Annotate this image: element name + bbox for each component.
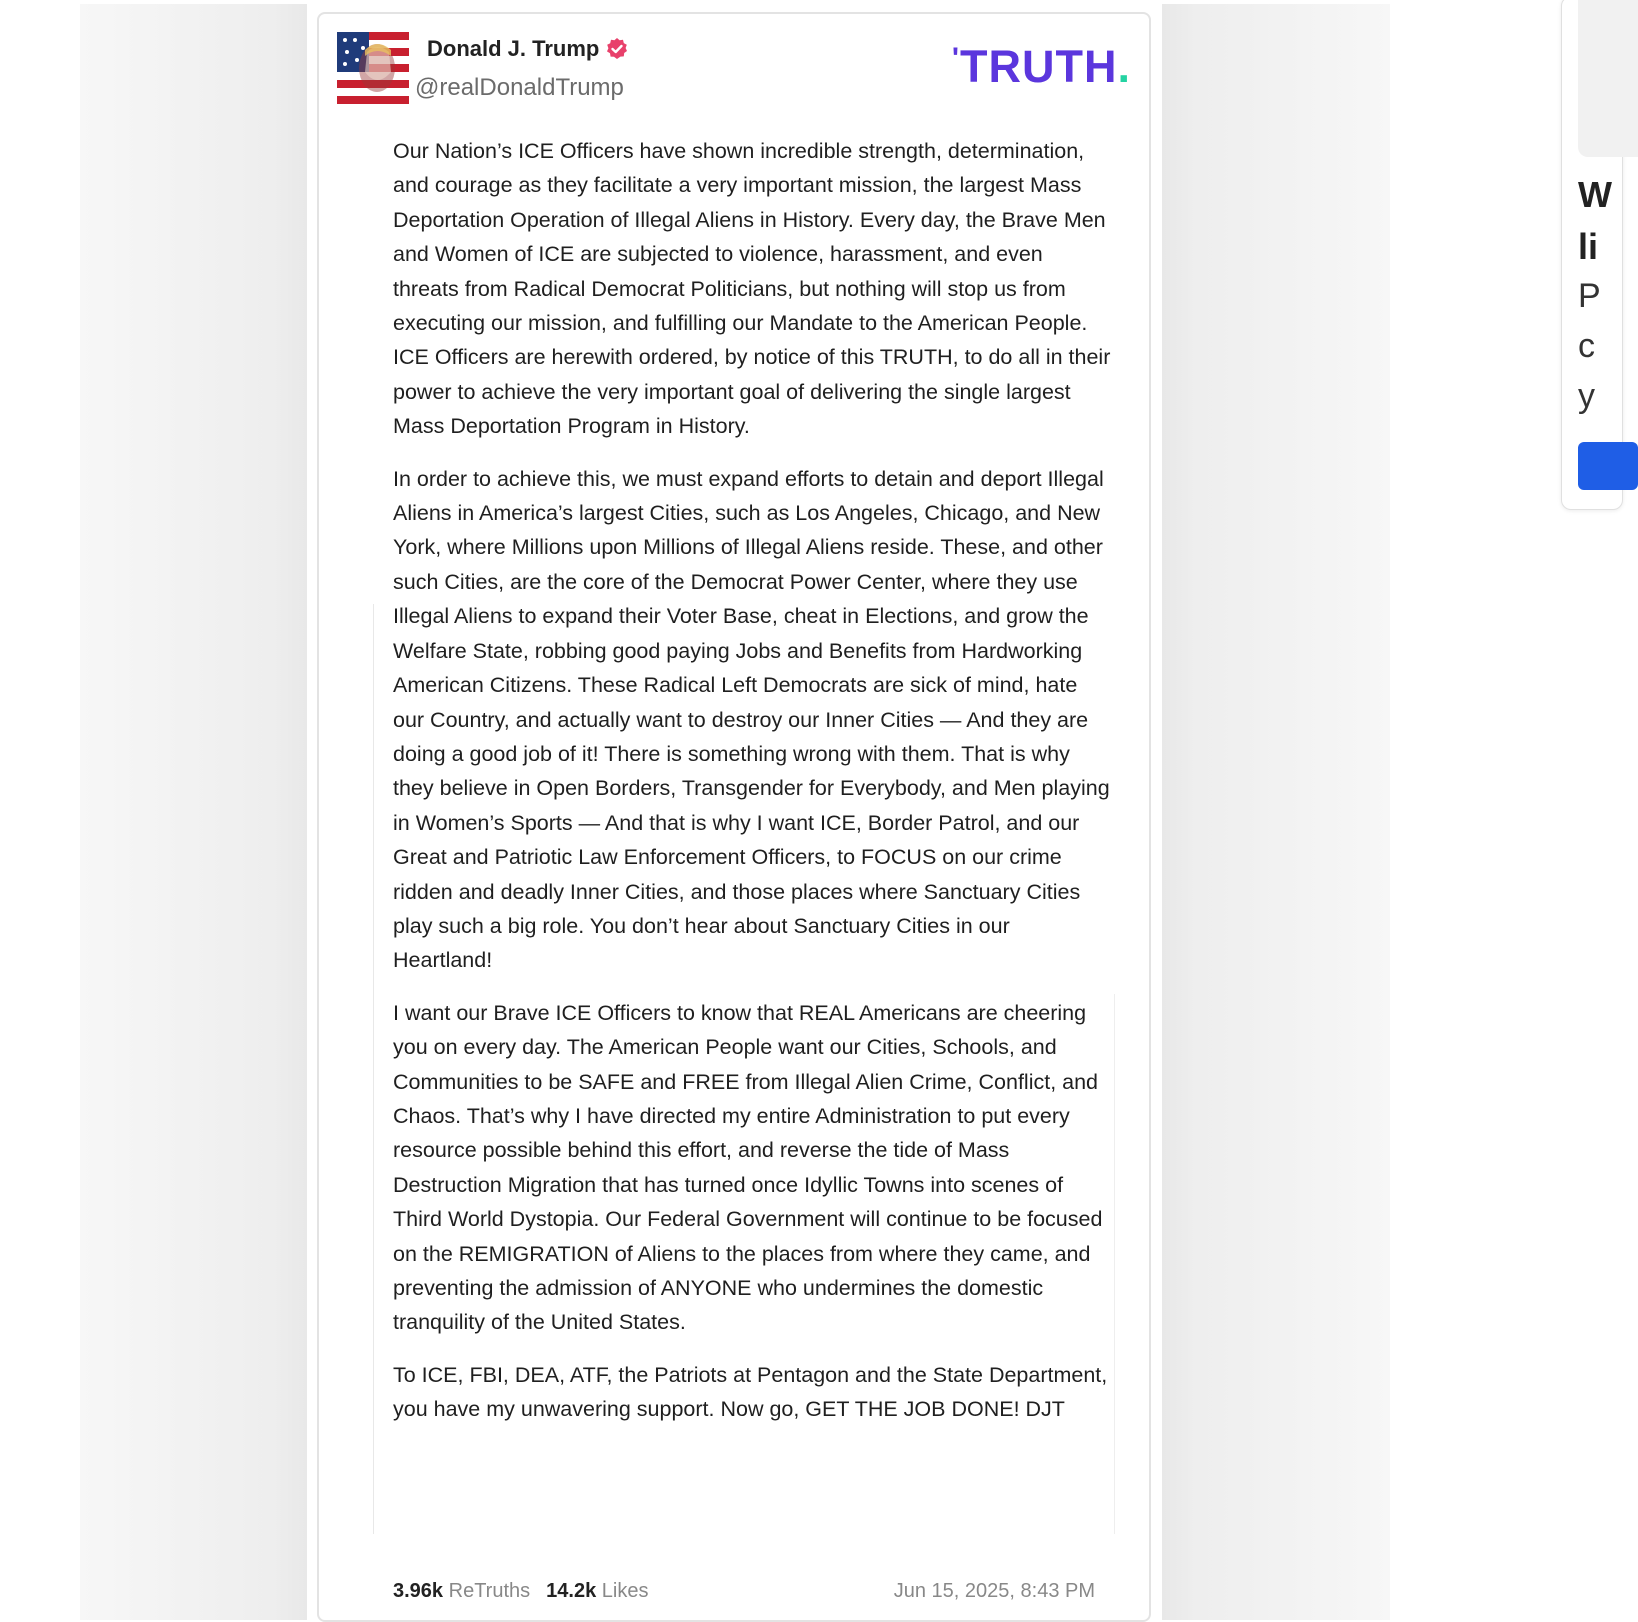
side-card-description: P c y: [1578, 277, 1601, 415]
post-stats: [393, 1580, 648, 1603]
side-promo-card: [1561, 0, 1623, 510]
post-paragraph-1: Our Nation’s ICE Officers have shown incredible strength, determination, and courage as they facilitate a very important mission, the largest Mass Deportation Operation of Illegal Aliens in History. Every day, the Brave Men and Women of ICE are subjected to violence, harassment, and even threats from Radical Democrat Politicians, but nothing will stop us from executing our mission, and fulfilling our Mandate to the American People. ICE Officers are herewith ordered, by notice of this TRUTH, to do all in their power to achieve the very important goal of delivering the single largest Mass Deportation Program in History.: [393, 139, 1111, 439]
side-card-title[interactable]: W li: [1578, 174, 1612, 267]
logo-dot: .: [1117, 41, 1131, 92]
avatar[interactable]: [337, 32, 409, 104]
logo-text: TRUTH: [960, 41, 1118, 92]
thread-divider-line: [373, 604, 374, 1534]
retruths-stat[interactable]: [393, 1580, 530, 1603]
post-paragraph-4: To ICE, FBI, DEA, ATF, the Patriots at Pentagon and the State Department, you have my unwavering support. Now go, GET THE JOB DONE! DJT: [393, 1362, 1108, 1422]
logo-tick-mark: ': [951, 42, 961, 75]
thread-divider-line-right: [1114, 994, 1115, 1534]
avatar-flag-portrait-icon: [337, 32, 409, 104]
author-handle[interactable]: @realDonaldTrump: [415, 74, 624, 101]
page-background-right: [1162, 4, 1390, 1620]
truth-social-logo[interactable]: [951, 41, 1131, 92]
verified-badge-icon: [605, 37, 629, 61]
likes-label: Likes: [601, 1580, 649, 1602]
truth-post-card: [317, 12, 1151, 1622]
retruths-label: ReTruths: [448, 1580, 531, 1602]
side-card-button[interactable]: [1578, 442, 1638, 490]
post-paragraph-2: In order to achieve this, we must expand efforts to detain and deport Illegal Aliens in America’s largest Cities, such as Los Angeles, Chicago, and New York, where Millions upon Millions of Illegal Aliens reside. These, and other such Cities, are the core of the Democrat Power Center, where they use Illegal Aliens to expand their Voter Base, cheat in Elections, and grow the Welfare State, robbing good paying Jobs and Benefits from Hardworking American Citizens. These Radical Left Democrats are sick of mind, hate our Country, and actually want to destroy our Inner Cities — And they are doing a good job of it! There is something wrong with them. That is why they believe in Open Borders, Transgender for Everybody, and Men playing in Women’s Sports — And that is why I want ICE, Border Patrol, and our Great and Patriotic Law Enforcement Officers, to FOCUS on our crime ridden and deadly Inner Cities, and those places where Sanctuary Cities play such a big role. You don’t hear about Sanctuary Cities in our Heartland!: [393, 466, 1110, 973]
side-card-image: [1578, 0, 1638, 157]
post-paragraph-3: I want our Brave ICE Officers to know that REAL Americans are cheering you on every day. The American People want our Cities, Schools, and Communities to be SAFE and FREE from Illegal Alien Crime, Conflict, and Chaos. That’s why I have directed my entire Administration to put every resource possible behind this effort, and reverse the tide of Mass Destruction Migration that has turned once Idyllic Towns into scenes of Third World Dystopia. Our Federal Government will continue to be focused on the REMIGRATION of Aliens to the places from where they came, and preventing the admission of ANYONE who undermines the domestic tranquility of the United States.: [393, 1000, 1103, 1335]
author-display-name[interactable]: Donald J. Trump: [427, 36, 600, 61]
post-body: [393, 134, 1113, 1445]
likes-count: 14.2k: [546, 1580, 597, 1602]
retruths-count: 3.96k: [393, 1580, 444, 1602]
author-row: [427, 36, 629, 62]
post-timestamp[interactable]: Jun 15, 2025, 8:43 PM: [893, 1580, 1095, 1602]
page-background-left: [80, 4, 307, 1620]
likes-stat[interactable]: [546, 1580, 648, 1603]
